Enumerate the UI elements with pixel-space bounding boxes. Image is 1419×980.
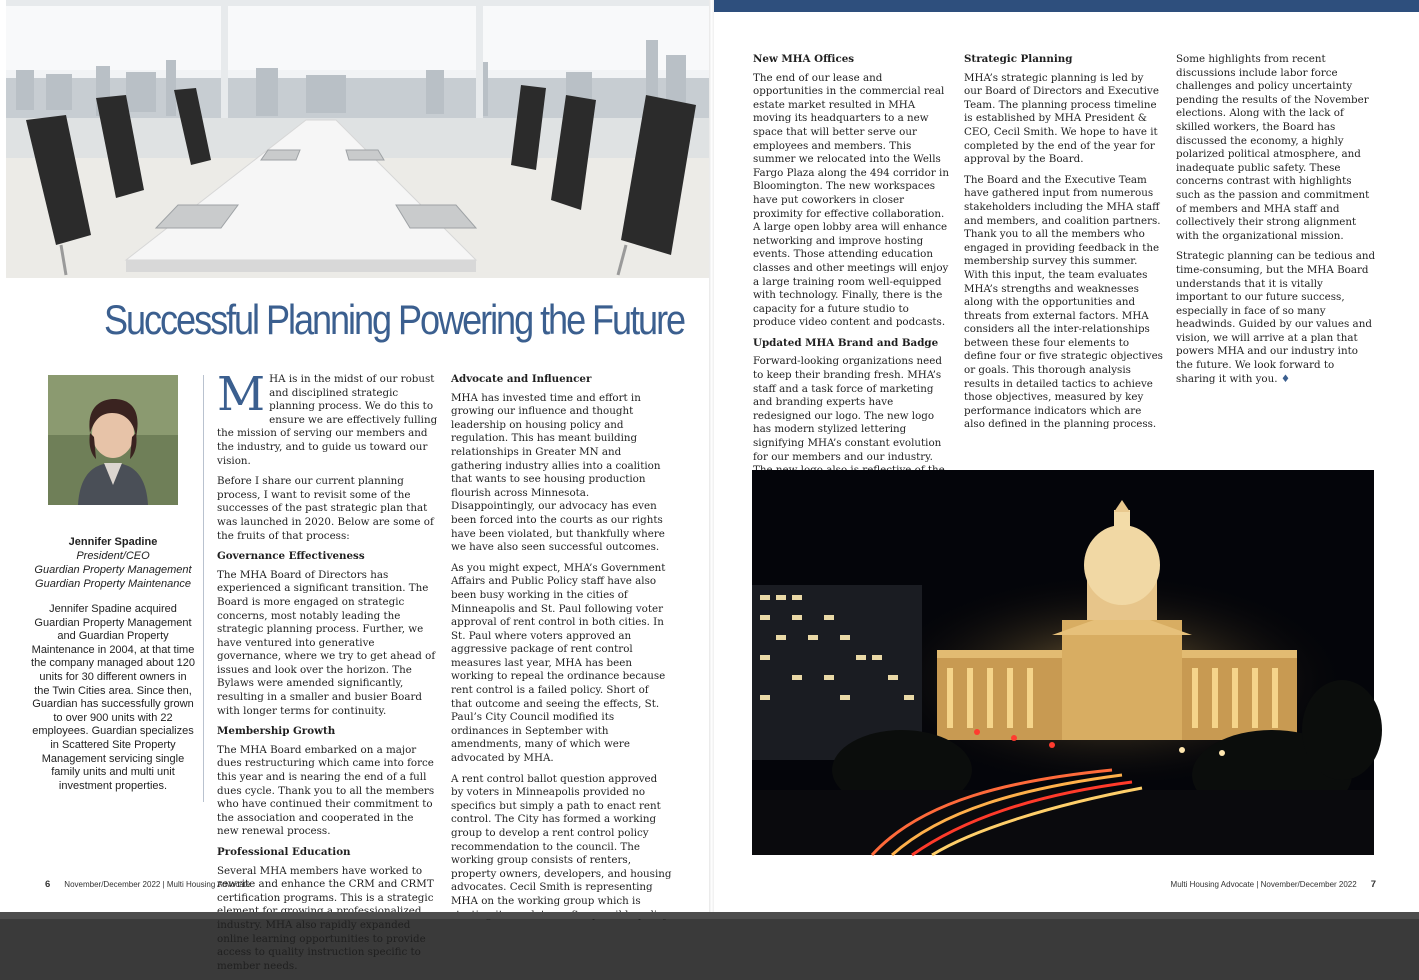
author-bio: Jennifer Spadine acquired Guardian Property Management and Guardian Property Maintenance in 2004, at that time the company managed about 120 units for 30 different owners in the Twin Cities area. Since then, Guardian has successfully grown to over 900 units with 22 employees. Guardian specializes in Scattered Site Property Management servicing single family units and multi unit investment properties. [31, 603, 195, 792]
paragraph: MHA has invested time and effort in growing our influence and thought leadership on housing policy and regulation. This has meant building relationships in Greater MN and gathering industry allies into a coalition that wants to see housing production flourish across Minnesota. Disappointingly, our advocacy has even been forced into the courts as our rights have been violated, but thankfully where we have also seen successful outcomes. [451, 391, 665, 554]
author-role: President/CEO [76, 550, 150, 562]
capitol-night-photo [752, 470, 1374, 855]
page-number-left: 6 [45, 879, 51, 890]
office-conference-photo [6, 0, 712, 278]
author-name: Jennifer Spadine [68, 536, 158, 548]
paragraph: The MHA Board embarked on a major dues restructuring which came into force this year and is nearing the end of a full dues cycle. Thank you to all the members who have continued their commitment to the association and cooperated in the new renewal process. [217, 743, 435, 838]
text-column-4 [964, 53, 1164, 439]
page-number-right: 7 [1370, 879, 1376, 890]
paragraph: The Board and the Executive Team have gathered input from numerous stakeholders including the MHA staff and members, and coalition partners. Thank you to all the members who engaged in providing feedback in the membership survey this summer. With this input, the team evaluates MHA’s strengths and weaknesses along with the opportunities and threats from external factors. MHA considers all the inter-relationships between these four elements to define four or five strategic objectives or goals. This thorough analysis results in detailed tactics to achieve those objectives, measured by key performance indicators which are also defined in the planning process. [964, 173, 1163, 431]
section-heading-planning: Strategic Planning [964, 53, 1073, 65]
folio-left [45, 879, 250, 890]
paragraph: Before I share our current planning process, I want to revisit some of the successes of the past strategic plan that was launched in 2020. Below are some of the fruits of that process: [217, 475, 434, 542]
text-column-2 [451, 373, 672, 929]
section-heading-education: Professional Education [217, 846, 351, 858]
folio-right [1171, 879, 1376, 890]
header-accent-bar [714, 0, 1419, 12]
drop-cap: M [217, 367, 266, 422]
paragraph: The MHA Board of Directors has experienced a significant transition. The Board is more engaged on strategic concerns, most notably leading the strategic planning process. Further, we have ventured into generative governance, where we try to get ahead of issues and look over the horizon. The Bylaws were amended significantly, resulting in a smaller and busier Board with longer terms for continuity. [217, 568, 436, 717]
intro-paragraph [217, 367, 438, 468]
paragraph: MHA’s strategic planning is led by our Board of Directors and Executive Team. The planning process timeline is established by MHA President & CEO, Cecil Smith. We hope to have it completed by the end of the year for approval by the Board. [964, 71, 1159, 166]
paragraph: The end of our lease and opportunities in the commercial real estate market resulted in MHA moving its headquarters to a new space that will better serve our employees and members. This summer we relocated into the Wells Fargo Plaza along the 494 corridor in Bloomington. The new workspaces have put coworkers in closer proximity for effective collaboration. A large open lobby area will enhance networking and improve hosting events. Those attending education classes and other meetings will enjoy a large training room well-equipped with technology. Finally, there is the capacity for a future studio to produce video content and podcasts. [753, 71, 949, 329]
folio-right-text: Multi Housing Advocate | November/December 2022 [1170, 880, 1357, 889]
paragraph: Several MHA members have worked to rewrite and enhance the CRM and CRMT certification programs. This is a strategic industry. MHA also rapidly expanded online learning opportunities to provide access to quality instruction specific to member needs. [217, 864, 434, 972]
section-heading-governance: Governance Effectiveness [217, 550, 365, 563]
paragraph: A rent control ballot question approved by voters in Minneapolis provided no specifics but simply a path to enact rent control. The City has formed a working group to develop a rent control policy recommendation to the council. The working group consists of renters, property owners, developers, and housing advocates. Cecil Smith is representing MHA on the working group which is [451, 772, 672, 907]
author-sidebar [28, 374, 198, 793]
paragraph: Forward-looking organizations need to keep their branding fresh. MHA’s staff and a task force of marketing and branding experts have redesigned our logo. The new logo has modern stylized lettering signifying MHA’s constant evolution for our members and our industry. [753, 355, 942, 463]
section-heading-membership: Membership Growth [217, 725, 336, 738]
sidebar-divider [203, 375, 204, 802]
paragraph: As you might expect, MHA’s Government Affairs and Public Policy staff have also been busy working in the cities of Minneapolis and St. Paul following voter approval of rent control in both cities. In St. Paul where voters approved an aggressive package of rent control measures last year, MHA has been working to repeal the ordinance because rent control is a failed policy. Short of that outcome and seeing the effects, St. Paul’s City Council modified its ordinances in September with amendments, many of which were advocated by MHA. [451, 561, 666, 765]
author-photo [48, 375, 178, 505]
folio-left-text: November/December 2022 | Multi Housing Advocate [64, 880, 251, 889]
author-company-1: Guardian Property Management [34, 564, 192, 576]
text-column-3 [753, 53, 953, 539]
section-heading-offices: New MHA Offices [753, 53, 855, 65]
section-heading-brand: Updated MHA Brand and Badge [753, 336, 939, 349]
end-mark-icon: ♦ [1280, 372, 1291, 385]
intro-text: HA is in the midst of our robust and disciplined strategic planning process. We do this to ensure we are effectively fulling the mission of serving our members and the industry, and to guide us toward our vision. [217, 373, 438, 467]
paragraph: Some highlights from recent discussions include labor force challenges and policy uncertainty pending the results of the November elections. Along with the lack of skilled workers, the Board has discussed the economy, a highly polarized political atmosphere, and inadequate public safety. These concerns contrast with highlights such as the passion and commitment of members and MHA staff and collectively their strong alignment with the organizational mission. [1176, 53, 1370, 242]
closing-text: Strategic planning can be tedious and time-consuming, but the MHA Board understands that it is vitally important to our future success, especially in face of so many headwinds. Guided by our values and vision, we will arrive at a plan that powers MHA and our industry into the future. We look forward to sharing it with you. [1176, 250, 1376, 385]
viewer-bottom-edge [0, 912, 1419, 919]
text-column-5 [1176, 53, 1376, 393]
section-heading-advocate: Advocate and Influencer [451, 373, 592, 385]
closing-paragraph [1176, 250, 1376, 386]
author-company-2: Guardian Property Maintenance [35, 578, 191, 590]
page-gutter [709, 0, 714, 912]
article-title: Successful Planning Powering the Future [104, 296, 685, 343]
